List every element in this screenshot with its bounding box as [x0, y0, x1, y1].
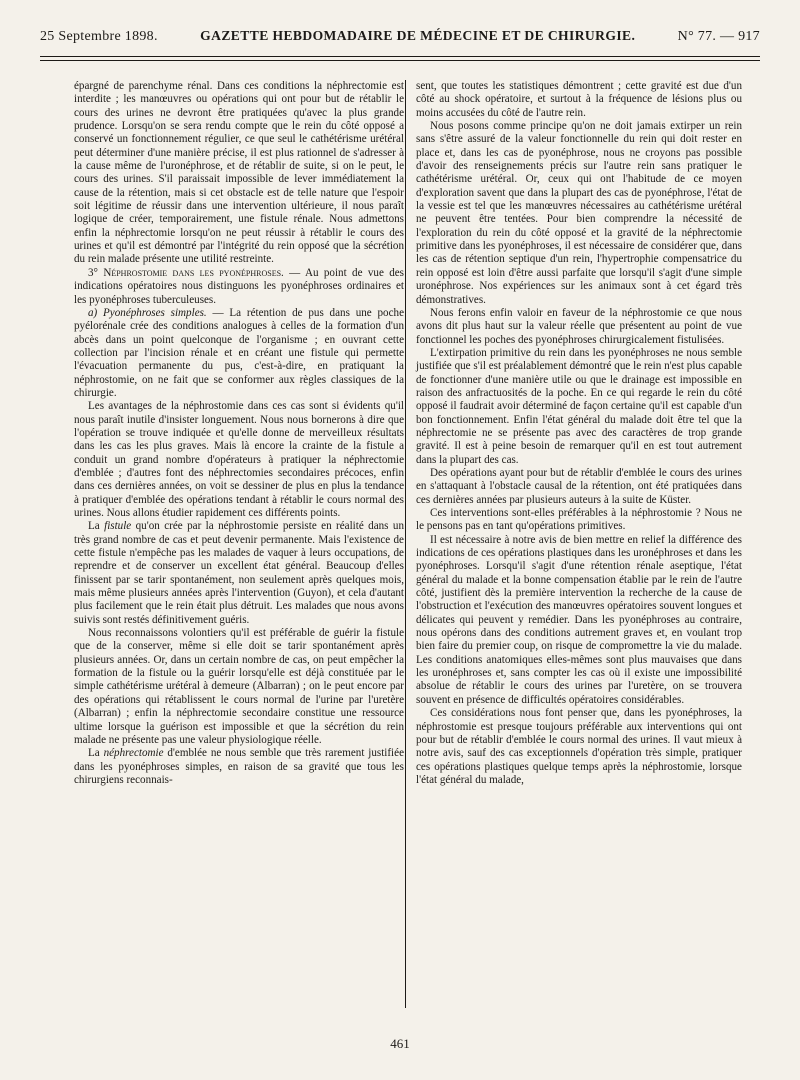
paragraph: Nous posons comme principe qu'on ne doit jamais extirper un rein sans s'être assuré de la valeur fonctionnelle du rein qui doit rester en place et, dans les cas de pyonéphrose, nous ne croyons pas possible d'avoir des renseignements précis sur l'autre rein sans pratiquer le cathétérisme urétéral. Or, ceux qui ont l'habitude de ce moyen d'exploration savent que dans la plupart des cas de pyonéphrose, l'état de la vessie est tel que les manœuvres nécessaires au cathétérisme urétéral ne peuvent être tentées. Pour bien comprendre la nécessité de l'exploration du rein du côté opposé et la gravité de la néphrectomie primitive dans les pyonéphroses, il est nécessaire de considérer que, dans les cas de rétention septique d'un rein, l'hypertrophie compensatrice du rein opposé est loin d'être aussi parfaite que lorsqu'il s'agit d'une simple uronéphrose. Nos expériences sur les animaux sont à cet égard très démonstratives.: [416, 120, 742, 306]
paragraph: Il est nécessaire à notre avis de bien mettre en relief la différence des indications de ces opérations plastiques dans les uronéphroses et dans les pyonéphroses. Lorsqu'il s'agit d'une rétention rénale aseptique, l'état général du malade et la bonne compensation établie par le rein de l'autre côté, justifient dès la première intervention la recherche de la cause de l'obstruction et l'exécution des manœuvres opératoires souvent longues et délicates qui peuvent y remédier. Dans les pyonéphroses au contraire, nous opérons dans des conditions autrement graves et, en voulant trop bien faire du premier coup, on risque de compromettre la vie du malade. Les conditions anatomiques elles-mêmes sont plus mauvaises que dans les uronéphroses et, sans compter les cas où il existe une impossibilité absolue de rétablir le cours des urines par l'uretère, on se trouvera souvent en présence de difficultés opératoires considérables.: [416, 533, 742, 706]
paragraph: L'extirpation primitive du rein dans les pyonéphroses ne nous semble justifiée que s'il est préalablement démontré que le rein n'est plus capable de fonctionner d'une manière utile ou que le drainage est impossible en raison des anfractuosités de la poche. En ce qui regarde le rein du côté opposé il faudrait avoir déterminé de façon certaine qu'il est capable d'un bon fonctionnement. Enfin l'état général du malade doit être tel que la néphrectomie ne se présente pas avec des caractères de trop grande gravité. Il est à peine besoin de remarquer qu'il en est tout autrement dans la plupart des cas.: [416, 346, 742, 466]
left-column: [74, 80, 404, 787]
paragraph: Les avantages de la néphrostomie dans ces cas sont si évidents qu'il nous paraît inutile d'insister longuement. Nous nous bornerons à dire que l'opération se trouve indiquée et qu'elle donne de merveilleux résultats dans les cas les plus graves. Mais là encore la crainte de la fistule a conduit un grand nombre d'opérateurs à pratiquer la néphrectomie d'emblée ; d'autres font des néphrectomies secondaires précoces, enfin dans ces dernières années, on voit se dessiner de plus en plus la tendance à pratiquer d'emblée des opérations tendant à rétablir le cours normal des urines. Nous allons étudier rapidement ces différents points.: [74, 400, 404, 519]
emphasis: néphrectomie: [103, 747, 164, 760]
running-header: [40, 28, 760, 45]
page-folio: 461: [390, 1036, 410, 1051]
paragraph-text: La: [88, 747, 104, 760]
paragraph: [74, 267, 404, 307]
paragraph: épargné de parenchyme rénal. Dans ces conditions la néphrectomie est interdite ; les manœuvres ou opérations qui ont pour but de rétablir le cours des urines ne devront être pratiquées qu'avec la plus grande prudence. Lorsqu'on se sera rendu compte que le rein du côté opposé a conservé un fonctionnement régulier, ce que seul le cathétérisme urétéral peut déterminer d'une manière précise, il est plus rationnel de s'adresser à la cause même de l'uronéphrose, et de rétablir de suite, si on le peut, le cours des urines. S'il paraissait impossible de lever immédiatement la cause de la rétention, mais si cet obstacle est de telle nature que l'espoir soit légitime de réussir dans une intervention ultérieure, il nous paraît logique de créer, temporairement, une fistule rénale. Nous admettons enfin la néphrectomie lorsqu'on ne peut réussir à rétablir le cours des urines et qu'il est démontré par l'intégrité du rein opposé que la sécrétion du rein malade présente une utilité restreinte.: [74, 80, 404, 266]
column-divider: [405, 80, 406, 1008]
paragraph: [74, 520, 404, 627]
paragraph-text: d'emblée ne nous semble que très rarement justifiée dans les pyonéphroses simples, en raison de sa gravité que tous les chirurgiens reconnais-: [74, 747, 404, 786]
emphasis: fistule: [104, 520, 132, 533]
paragraph: Des opérations ayant pour but de rétablir d'emblée le cours des urines en s'attaquant à l'obstacle causal de la rétention, ont été pratiquées dans ces dernières années par plusieurs auteurs à la suite de Küster.: [416, 466, 742, 506]
subsection-heading: a) Pyonéphroses simples.: [88, 306, 207, 319]
journal-title: GAZETTE HEBDOMADAIRE DE MÉDECINE ET DE CHIRURGIE.: [200, 28, 636, 43]
header-rule: [40, 56, 760, 57]
paragraph: sent, que toutes les statistiques démontrent ; cette gravité est due d'un côté au shock opératoire, et surtout à la fréquence de lésions plus ou moins accusées du côté de l'autre rein.: [416, 80, 742, 119]
paragraph: Nous ferons enfin valoir en faveur de la néphrostomie ce que nous avons dit plus haut sur la valeur réelle que présentent au point de vue fonctionnel les poches des pyonéphroses chirurgicalement fistulisées.: [416, 306, 742, 346]
issue-page-number: N° 77. — 917: [677, 29, 760, 44]
paragraph-text: La: [88, 520, 105, 533]
paragraph-text: — Au point de vue des indications opératoires nous distinguons les pyonéphroses ordinaires et les pyonéphroses tuberculeuses.: [74, 266, 404, 306]
paragraph-text: qu'on crée par la néphrostomie persiste en réalité dans un très grand nombre de cas et peut devenir permanente. Mais l'existence de cette fistule n'empêche pas les malades de vaquer à leurs occupations, de reprendre et de conserver un excellent état général. Beaucoup d'elles finissent par se tarir spontanément, non seulement après quelques mois, mais même plusieurs années après l'intervention (Guyon), et cela d'autant plus facilement que le rein était plus détruit. Les malades que nous avons suivis sont restés définitivement guéris.: [74, 520, 404, 626]
right-column: [416, 80, 742, 787]
paragraph: [74, 747, 404, 787]
paragraph-text: — La rétention de pus dans une poche pyélorénale crée des conditions analogues à celles de la formation d'un abcès dans un point quelconque de l'organisme ; en ouvrant cette collection par l'incision rénale et en créant une fistule qui permette l'évacuation permanente du pus, c'est-à-dire, en pratiquant la néphrostomie, on ne fait que se conformer aux règles classiques de la chirurgie.: [74, 306, 404, 399]
header-rule-thin: [40, 60, 760, 61]
paragraph: Ces interventions sont-elles préférables à la néphrostomie ? Nous ne le pensons pas en tant qu'opérations primitives.: [416, 507, 742, 533]
issue-date: 25 Septembre 1898.: [40, 29, 158, 44]
paragraph: Ces considérations nous font penser que, dans les pyonéphroses, la néphrostomie est presque toujours préférable aux interventions qui ont pour but de rétablir d'emblée le cours normal des urines. Il vaut mieux à notre avis, sauf des cas exceptionnels d'opération très simple, pratiquer ces opérations plastiques quelque temps après la néphrostomie, lorsque l'état général du malade,: [416, 707, 742, 786]
section-heading: 3° Néphrostomie dans les pyonéphroses.: [88, 266, 284, 279]
paragraph: Nous reconnaissons volontiers qu'il est préférable de guérir la fistule que de la conserver, même si elle doit se tarir spontanément après plusieurs années. Or, dans un certain nombre de cas, on peut empêcher la formation de la fistule ou la guérir lorsqu'elle est déjà constituée par le simple cathétérisme urétéral à demeure (Albarran) ; on le peut encore par des opérations qui rétablissent le cours normal de l'urine par l'uretère (Albarran) ; enfin la néphrectomie secondaire constitue une ressource ultime lorsque la guérison est impossible et que la sécrétion du rein malade ne présente pas une valeur physiologique réelle.: [74, 627, 404, 746]
paragraph: [74, 307, 404, 400]
